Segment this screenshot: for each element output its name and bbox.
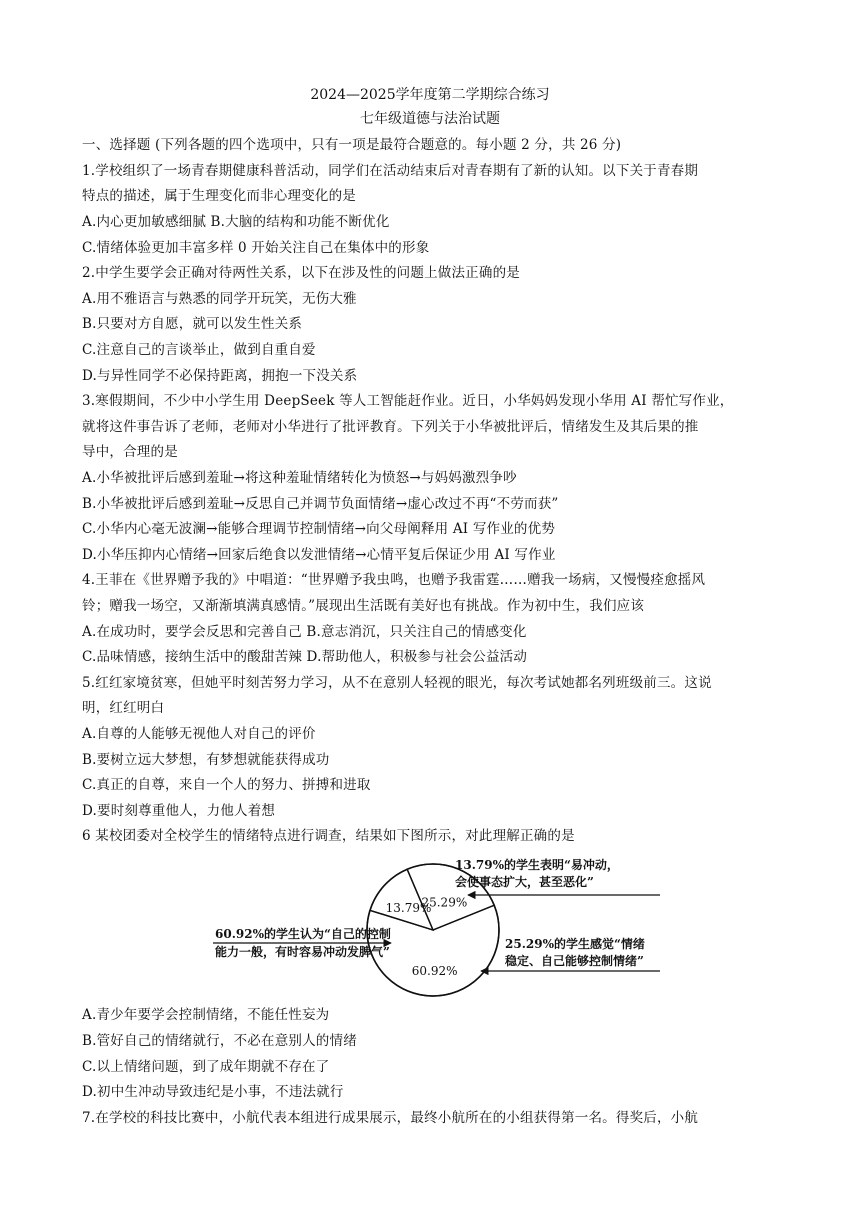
q6-option-a: A.青少年要学会控制情绪，不能任性妄为 <box>82 1007 330 1023</box>
annotation-left-line2: 能力一般，有时容易冲动发脾气” <box>215 945 390 959</box>
q5-stem-line1: 5.红红家境贫寒，但她平时刻苦努力学习，从不在意别人轻视的眼光，每次考试她都名列班级前三。这说 <box>82 675 712 691</box>
exam-title: 2024—2025学年度第二学期综合练习 <box>310 87 550 103</box>
q3-stem-line1: 3.寒假期间，不少中小学生用 DeepSeek 等人工智能赶作业。近日，小华妈妈发现小华用 AI 帮忙写作业， <box>82 393 734 409</box>
annotation-right-line2: 稳定、自己能够控制情绪” <box>505 954 644 968</box>
q5-option-b: B.要树立远大梦想，有梦想就能获得成功 <box>82 752 330 768</box>
q3-stem-line3: 导中，合理的是 <box>82 444 178 460</box>
section-heading: 一、选择题 (下列各题的四个选项中，只有一项是最符合题意的。每小题 2 分，共 26 分) <box>82 137 622 153</box>
q1-options-ab: A.内心更加敏感细腻 B.大脑的结构和功能不断优化 <box>82 214 390 230</box>
q3-option-a: A.小华被批评后感到羞耻→将这种羞耻情绪转化为愤怒→与妈妈激烈争吵 <box>82 470 517 486</box>
slice-25-29-label: 25.29% <box>421 895 468 910</box>
q6-option-c: C.以上情绪问题，到了成年期就不存在了 <box>82 1059 330 1075</box>
q5-option-c: C.真正的自尊，来自一个人的努力、拼搏和进取 <box>82 777 371 793</box>
q4-stem-line1: 4.王菲在《世界赠予我的》中唱道：“世界赠予我虫鸣，也赠予我雷霆……赠我一场病，又慢慢痊愈摇风 <box>82 572 706 588</box>
q5-stem-line2: 明，红红明白 <box>82 700 165 716</box>
q4-stem-line2: 铃；赠我一场空，又渐渐填满真感情。”展现出生活既有美好也有挑战。作为初中生，我们应该 <box>82 598 645 614</box>
q5-option-d: D.要时刻尊重他人，力他人着想 <box>82 803 276 819</box>
q1-stem-line2: 特点的描述，属于生理变化而非心理变化的是 <box>82 188 356 204</box>
q2-stem: 2.中学生要学会正确对待两性关系，以下在涉及性的问题上做法正确的是 <box>82 265 520 281</box>
q2-option-d: D.与异性同学不必保持距离，拥抱一下没关系 <box>82 368 358 384</box>
annotation-top-line2: 会使事态扩大，甚至恶化” <box>455 875 594 889</box>
q7-stem: 7.在学校的科技比赛中，小航代表本组进行成果展示，最终小航所在的小组获得第一名。得奖后，小航 <box>82 1110 699 1126</box>
q3-stem-line2: 就将这件事告诉了老师，老师对小华进行了批评教育。下列关于小华被批评后，情绪发生及其后果的推 <box>82 419 699 435</box>
exam-subtitle: 七年级道德与法治试题 <box>360 111 500 127</box>
annotation-right-line1: 25.29%的学生感觉“情绪 <box>505 937 645 951</box>
q2-option-a: A.用不雅语言与熟悉的同学开玩笑，无伤大雅 <box>82 291 357 307</box>
q6-stem: 6 某校团委对全校学生的情绪特点进行调查，结果如下图所示，对此理解正确的是 <box>82 828 575 844</box>
annotation-left-line1: 60.92%的学生认为“自己的控制 <box>215 927 391 941</box>
q1-options-cd: C.情绪体验更加丰富多样 0 开始关注自己在集体中的形象 <box>82 240 430 256</box>
slice-60-92-label: 60.92% <box>411 963 458 978</box>
emotion-pie-chart <box>205 845 665 1005</box>
slice-13-79-label: 13.79% <box>385 900 432 915</box>
q4-options-cd: C.品味情感，接纳生活中的酸甜苦辣 D.帮助他人，积极参与社会公益活动 <box>82 649 528 665</box>
annotation-top-line1: 13.79%的学生表明“易冲动， <box>455 858 619 872</box>
q2-option-b: B.只要对方自愿，就可以发生性关系 <box>82 316 303 332</box>
q6-option-b: B.管好自己的情绪就行，不必在意别人的情绪 <box>82 1033 357 1049</box>
q4-options-ab: A.在成功时，要学会反思和完善自己 B.意志消沉，只关注自己的情感变化 <box>82 624 527 640</box>
emotion-survey-figure <box>205 845 665 1005</box>
q5-option-a: A.自尊的人能够无视他人对自己的评价 <box>82 726 316 742</box>
q3-option-b: B.小华被批评后感到羞耻→反思自己并调节负面情绪→虚心改过不再“不劳而获” <box>82 496 559 512</box>
q3-option-d: D.小华压抑内心情绪→回家后绝食以发泄情绪→心情平复后保证少用 AI 写作业 <box>82 547 556 563</box>
q6-option-d: D.初中生冲动导致违纪是小事，不违法就行 <box>82 1084 344 1100</box>
q2-option-c: C.注意自己的言谈举止，做到自重自爱 <box>82 342 316 358</box>
q3-option-c: C.小华内心毫无波澜→能够合理调节控制情绪→向父母阐释用 AI 写作业的优势 <box>82 521 556 537</box>
q1-stem-line1: 1.学校组织了一场青春期健康科普活动，同学们在活动结束后对青春期有了新的认知。以下关于青春期 <box>82 163 699 179</box>
